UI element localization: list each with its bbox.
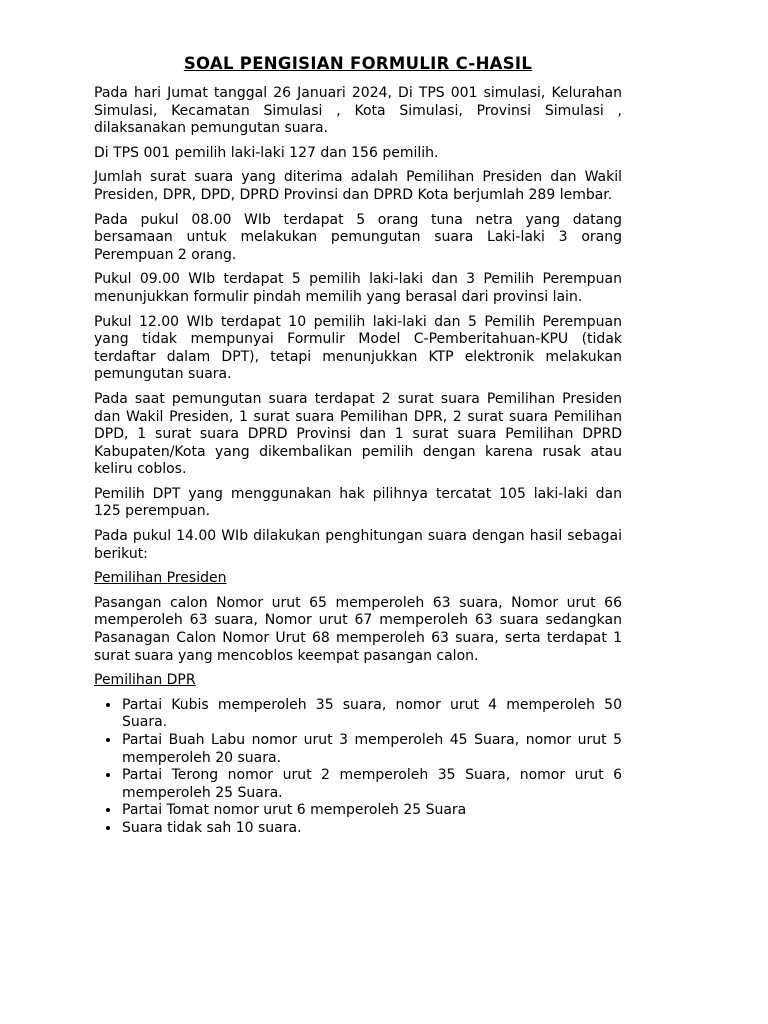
- list-item-partai-kubis: • Partai Kubis memperoleh 35 suara, nomor urut 4 memperoleh 50 Suara.: [121, 697, 622, 732]
- dpr-results-list: [94, 697, 622, 838]
- heading-pemilihan-presiden: Pemilihan Presiden: [94, 570, 227, 587]
- list-item-partai-terong: • Partai Terong nomor urut 2 memperoleh 35 Suara, nomor urut 6 memperoleh 25 Suara.: [121, 767, 622, 802]
- list-item-partai-buah-labu: • Partai Buah Labu nomor urut 3 memperoleh 45 Suara, nomor urut 5 memperoleh 20 suara.: [121, 732, 622, 767]
- paragraph-presiden-results: Pasangan calon Nomor urut 65 memperoleh 63 suara, Nomor urut 66 memperoleh 63 suara, Nomor urut 67 memperoleh 63 suara sedangkan Pasanagan Calon Nomor Urut 68 memperoleh 63 suara, serta terdapat 1 surat suara yang mencoblos keempat pasangan calon.: [94, 594, 622, 664]
- paragraph-1400-counting: Pada pukul 14.00 WIb dilakukan penghitungan suara dengan hasil sebagai berikut:: [94, 528, 622, 562]
- list-item-partai-tomat: • Partai Tomat nomor urut 6 memperoleh 25 Suara: [121, 802, 622, 820]
- paragraph-event-intro: Pada hari Jumat tanggal 26 Januari 2024, Di TPS 001 simulasi, Kelurahan Simulasi, Kecamatan Simulasi , Kota Simulasi, Provinsi Simulasi , dilaksanakan pemungutan suara.: [94, 85, 622, 137]
- heading-pemilihan-dpr: Pemilihan DPR: [94, 672, 196, 689]
- list-item-suara-tidak-sah: • Suara tidak sah 10 suara.: [121, 820, 622, 838]
- paragraph-0800-tuna-netra: Pada pukul 08.00 WIb terdapat 5 orang tuna netra yang datang bersamaan untuk melakukan pemungutan suara Laki-laki 3 orang Perempuan 2 orang.: [94, 211, 622, 263]
- paragraph-voter-count: Di TPS 001 pemilih laki-laki 127 dan 156 pemilih.: [94, 144, 439, 161]
- paragraph-ballots-received: Jumlah surat suara yang diterima adalah Pemilihan Presiden dan Wakil Presiden, DPR, DPD, DPRD Provinsi dan DPRD Kota berjumlah 289 lembar.: [94, 169, 622, 203]
- paragraph-returned-ballots: Pada saat pemungutan suara terdapat 2 surat suara Pemilihan Presiden dan Wakil Presiden, 1 surat suara Pemilihan DPR, 2 surat suara Pemilihan DPD, 1 surat suara DPRD Provinsi dan 1 surat suara Pemilihan DPRD Kabupaten/Kota yang dikembalikan pemilih dengan karena rusak atau keliru coblos.: [94, 390, 622, 478]
- paragraph-dpt-turnout: Pemilih DPT yang menggunakan hak pilihnya tercatat 105 laki-laki dan 125 perempuan.: [94, 485, 622, 520]
- document-title: SOAL PENGISIAN FORMULIR C-HASIL: [183, 54, 533, 73]
- paragraph-0900-pindah-memilih: Pukul 09.00 WIb terdapat 5 pemilih laki-laki dan 3 Pemilih Perempuan menunjukkan formulir pindah memilih yang berasal dari provinsi lain.: [94, 271, 622, 305]
- paragraph-1200-ktp-elektronik: Pukul 12.00 WIb terdapat 10 pemilih laki-laki dan 5 Pemilih Perempuan yang tidak mempunyai Formulir Model C-Pemberitahuan-KPU (tidak terdaftar dalam DPT), tetapi menunjukkan KTP elektronik melakukan pemungutan suara.: [94, 313, 622, 383]
